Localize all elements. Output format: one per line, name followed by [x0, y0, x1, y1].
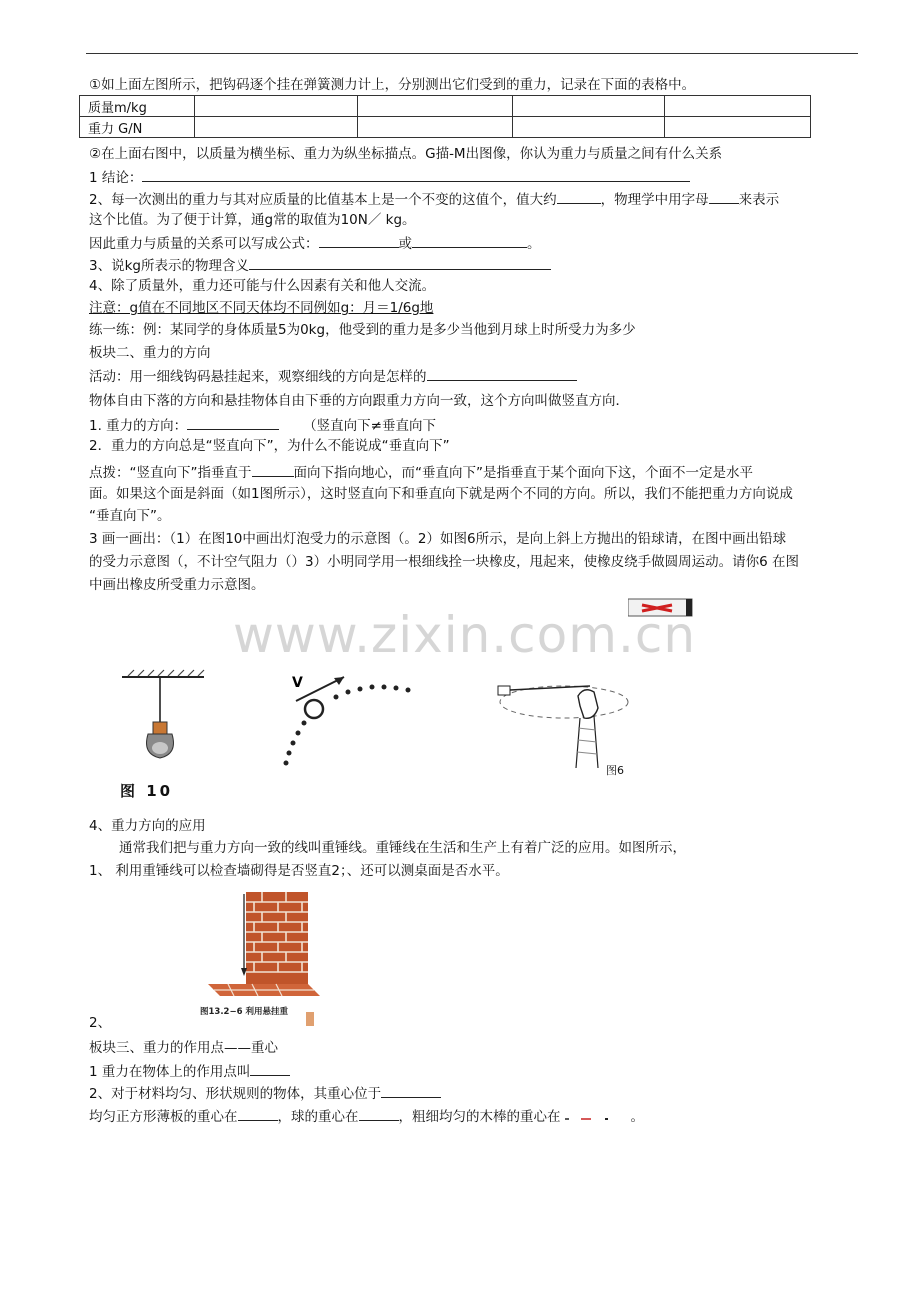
record-table: [79, 95, 811, 138]
activity-line: [89, 366, 577, 386]
table-row: [80, 117, 811, 138]
projectile-figure: [262, 665, 422, 775]
ball-text: ，球的重心在: [277, 1109, 359, 1125]
formula-text: 因此重力与质量的关系可以写成公式：: [89, 236, 319, 252]
plumb-line-definition: 通常我们把与重力方向一致的线叫重锤线。重锤线在生活和生产上有着广泛的应用。如图所示，: [119, 840, 686, 856]
direction-blank[interactable]: [187, 415, 279, 430]
rod-text: ，粗细均匀的木棒的重心在: [398, 1109, 561, 1125]
conclusion-blank[interactable]: [142, 167, 690, 182]
square-plate-text: 均匀正方形薄板的重心在: [89, 1109, 238, 1125]
question-line: 2．重力的方向总是“竖直向下”，为什么不能说成“垂直向下”: [89, 438, 450, 454]
table-cell[interactable]: [665, 117, 811, 138]
ball-blank[interactable]: [359, 1106, 399, 1121]
plumb-use-2: 2、: [89, 1015, 112, 1031]
square-plate-blank[interactable]: [238, 1106, 278, 1121]
hint-text: 点拨：“竖直向下”指垂直于: [89, 465, 252, 481]
center-definition-line: [89, 1061, 290, 1081]
ratio-text-2: ，物理学中用字母: [600, 192, 709, 208]
table-cell[interactable]: [513, 96, 665, 117]
letter-blank[interactable]: [709, 189, 739, 204]
plumb-caption: 图13.2−6 利用悬挂重: [200, 1007, 288, 1017]
regular-object-blank[interactable]: [381, 1083, 441, 1098]
meaning-line: [89, 255, 551, 275]
direction-line: [89, 415, 436, 435]
table-label-mass: 质量m/kg: [80, 96, 195, 117]
direction-text: 1. 重力的方向：: [89, 418, 188, 434]
ratio-value-blank[interactable]: [557, 189, 601, 204]
hint-line-3: “垂直向下”。: [89, 508, 171, 524]
table-cell[interactable]: [513, 117, 665, 138]
g-value-line: 这个比值。为了便于计算，通g常的取值为10N／ kg。: [89, 212, 416, 228]
table-row: [80, 96, 811, 117]
center-examples-end: 。: [630, 1109, 644, 1125]
practice-line: 练一练：例：某同学的身体质量5为0kg，他受到的重力是多少当他到月球上时所受力为多少: [89, 322, 636, 338]
center-definition-blank[interactable]: [250, 1061, 290, 1076]
plumb-use-1: 1、 利用重锤线可以检查墙砌得是否竖直2；、还可以测桌面是否水平。: [89, 863, 509, 879]
section-2-heading: 板块二、重力的方向: [89, 345, 211, 361]
draw-task-line-2: 的受力示意图（，不计空气阻力（）3）小明同学用一根细线拴一块橡皮，甩起来，使橡皮绕手做圆周运动。请你6 在图: [89, 554, 799, 570]
table-label-gravity: 重力 G/N: [80, 117, 195, 138]
hint-line: [89, 462, 753, 482]
activity-blank[interactable]: [427, 366, 577, 381]
draw-task-line-3: 中画出橡皮所受重力示意图。: [89, 577, 265, 593]
fig6-caption: 图6: [606, 764, 624, 777]
conclusion-line: [89, 167, 690, 187]
conclusion-label: 1 结论：: [89, 170, 143, 186]
formula-blank-2[interactable]: [412, 233, 527, 248]
draw-task-line-1: 3 画一画出：（1）在图10中画出灯泡受力的示意图（。2）如图6所示，是向上斜上方抛出的铅球请，在图中画出铅球: [89, 531, 787, 547]
meaning-blank[interactable]: [249, 255, 551, 270]
section-3-heading: 板块三、重力的作用点——重心: [89, 1040, 278, 1056]
regular-object-text: 2、对于材料均匀、形状规则的物体，其重心位于: [89, 1086, 382, 1102]
ratio-text-3: 来表示: [738, 192, 780, 208]
top-rule: [86, 53, 858, 54]
direction-note: （竖直向下≠垂直向下: [303, 418, 436, 434]
factor-line: 4、除了质量外，重力还可能与什么因素有关和他人交流。: [89, 278, 436, 294]
hint-blank[interactable]: [252, 462, 294, 477]
watermark: www.zixin.com.cn: [233, 606, 697, 664]
note-line: 注意：g值在不同地区不同天体均不同例如g：月＝1/6g地: [89, 300, 434, 316]
meaning-text: 3、说kg所表示的物理含义: [89, 258, 249, 274]
table-cell[interactable]: [195, 117, 358, 138]
velocity-label: V: [292, 675, 303, 691]
activity-text: 活动：用一细线钩码悬挂起来，观察细线的方向是怎样的: [89, 369, 427, 385]
ratio-line: [89, 189, 779, 209]
ratio-text: 2、每一次测出的重力与其对应质量的比值基本上是一个不变的这值个，值大约: [89, 192, 557, 208]
brick-wall-figure: [198, 888, 322, 1028]
formula-or: 或: [398, 236, 412, 252]
step-2-text: ②在上面右图中，以质量为横坐标、重力为纵坐标描点。G描-M出图像，你认为重力与质量之间有什么关系: [89, 146, 723, 162]
table-cell[interactable]: [195, 96, 358, 117]
fig10-caption: 图 10: [120, 782, 174, 800]
application-heading: 4、重力方向的应用: [89, 818, 206, 834]
table-cell[interactable]: [358, 96, 513, 117]
hint-text-2: 面向下指向地心，而“垂直向下”是指垂直于某个面向下这，个面不一定是水平: [293, 465, 753, 481]
regular-object-line: [89, 1083, 441, 1103]
step-1-text: ①如上面左图所示，把钩码逐个挂在弹簧测力计上，分别测出它们受到的重力，记录在下面的表格中。: [89, 77, 696, 93]
center-examples-line: [89, 1106, 644, 1126]
formula-end: 。: [527, 236, 541, 252]
center-definition-text: 1 重力在物体上的作用点叫: [89, 1064, 251, 1080]
vertical-definition: 物体自由下落的方向和悬挂物体自由下垂的方向跟重力方向一致，这个方向叫做竖直方向．: [89, 393, 629, 409]
rod-blank[interactable]: [561, 1107, 631, 1126]
hint-line-2: 面。如果这个面是斜面（如1图所示），这时竖直向下和垂直向下就是两个不同的方向。所以，我们不能把重力方向说成: [89, 486, 793, 502]
formula-blank-1[interactable]: [319, 233, 399, 248]
table-cell[interactable]: [358, 117, 513, 138]
formula-line: [89, 233, 541, 253]
table-cell[interactable]: [665, 96, 811, 117]
